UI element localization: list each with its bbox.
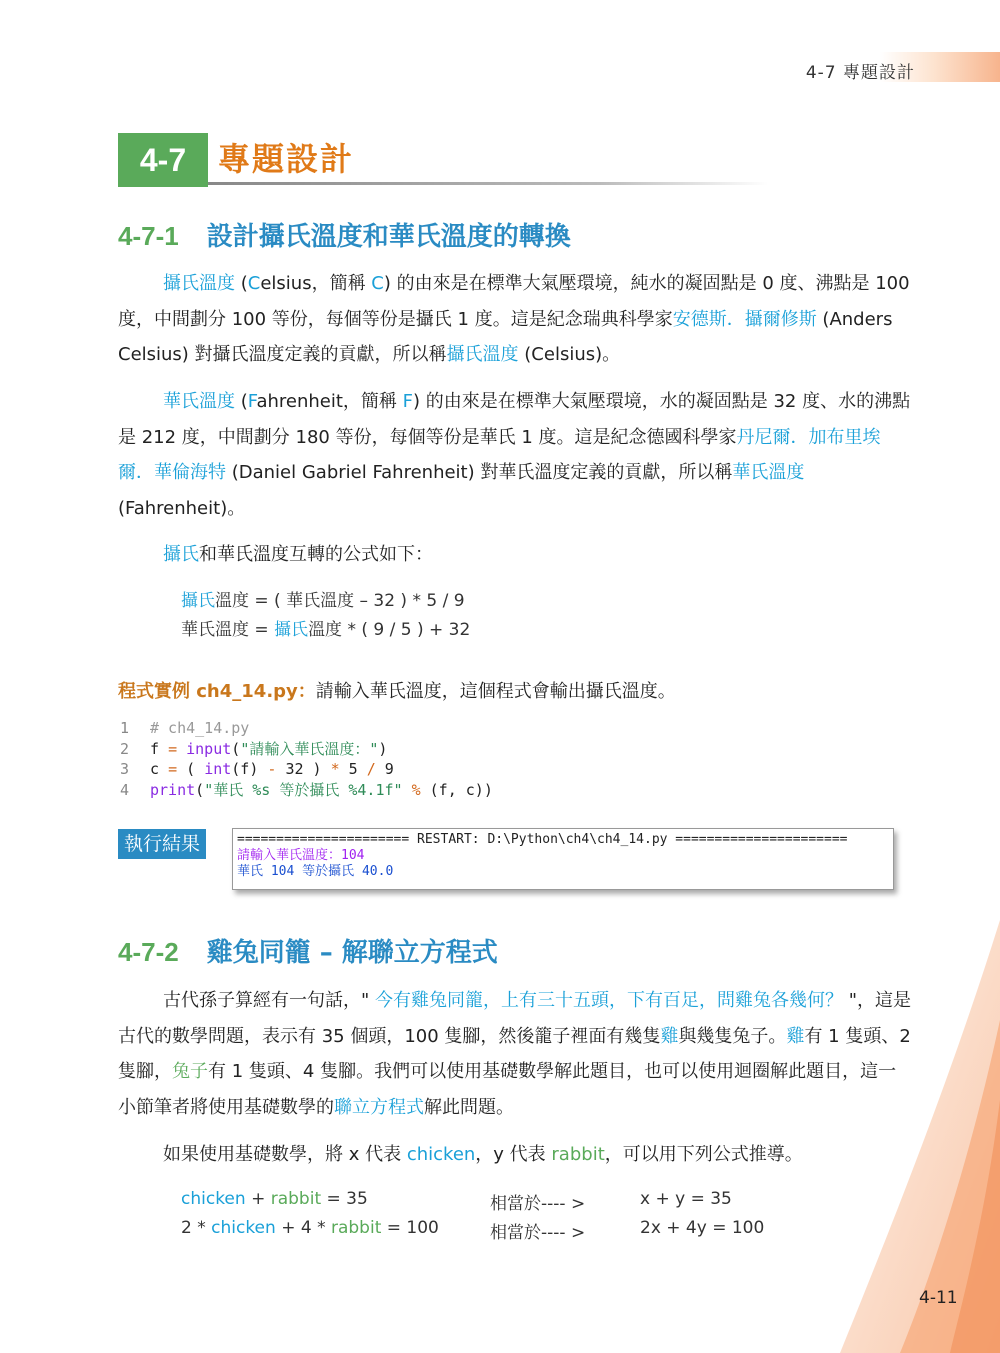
paragraph-chicken-rabbit <box>118 983 913 1125</box>
text-segment: 攝氏 <box>181 591 215 611</box>
section-title: 設計攝氏溫度和華氏溫度的轉換 <box>206 222 571 252</box>
equation-1-right: x + y = 35 <box>640 1189 732 1209</box>
code-line <box>120 739 493 760</box>
chapter-underline <box>208 182 768 185</box>
text-segment: ，可以用下列公式推導。 <box>604 1144 803 1165</box>
text-segment: "華氏 %s 等於攝氏 %4.1f" <box>204 780 403 799</box>
text-segment: "請輸入華氏溫度：" <box>240 739 379 758</box>
text-segment: # ch4_14.py <box>150 719 250 737</box>
text-segment: * <box>330 760 340 778</box>
text-segment: 32 ) <box>276 760 331 778</box>
section-title: 雞兔同籠 – 解聯立方程式 <box>206 938 498 968</box>
text-segment: C <box>247 273 261 294</box>
text-segment: 今有雞兔同籠，上有三十五頭，下有百足，問雞兔各幾何？ <box>375 990 843 1011</box>
text-segment: 丹尼爾．加布里埃爾．華倫海特 <box>118 426 881 483</box>
formula-celsius <box>181 587 465 616</box>
text-segment: (Fahrenheit)。 <box>118 497 246 519</box>
text-segment: 攝氏溫度 <box>163 273 235 294</box>
code-line <box>120 759 493 780</box>
text-segment: = 35 <box>321 1189 368 1209</box>
text-segment: 5 <box>339 760 367 778</box>
text-segment: 華氏溫度 <box>163 391 235 412</box>
text-segment: 華氏溫度 <box>732 462 805 483</box>
running-head: 4-7 專題設計 <box>805 63 915 83</box>
text-segment: 溫度 = ( 華氏溫度 – 32 ) * 5 / 9 <box>215 591 465 611</box>
equation-2-left <box>181 1218 439 1238</box>
line-number: 2 <box>120 739 130 758</box>
code-listing <box>120 718 493 800</box>
section-number: 4-7-1 <box>118 221 179 251</box>
text-segment: = <box>168 739 178 758</box>
text-segment: 攝氏溫度 <box>446 344 519 365</box>
text-segment: (Anders Celsius) 對攝氏溫度定義的貢獻，所以稱 <box>118 308 893 365</box>
console-prompt-line: 請輸入華氏溫度：104 <box>237 848 365 863</box>
page-number: 4-11 <box>919 1288 958 1308</box>
text-segment: rabbit <box>551 1144 605 1165</box>
text-segment: 古代孫子算經有一句話，" <box>163 990 375 1011</box>
code-line <box>120 718 493 739</box>
text-segment: chicken <box>406 1144 476 1165</box>
text-segment: F <box>247 391 257 412</box>
text-segment: 華氏溫度 = <box>181 620 275 640</box>
line-number: 1 <box>120 719 130 737</box>
text-segment: 安德斯．攝爾修斯 <box>672 308 817 330</box>
text-segment: print <box>150 780 196 799</box>
text-segment <box>403 781 412 799</box>
line-number: 4 <box>120 780 130 799</box>
console-result-line: 華氏 104 等於攝氏 40.0 <box>237 864 394 879</box>
code-line <box>120 780 493 801</box>
text-segment: rabbit <box>270 1189 322 1209</box>
text-segment: rabbit <box>330 1218 382 1238</box>
text-segment: ( <box>235 391 248 412</box>
text-segment: ( <box>235 273 248 294</box>
section-number: 4-7-2 <box>118 937 179 967</box>
text-segment: 兔子 <box>172 1061 208 1082</box>
text-segment: f <box>150 739 169 758</box>
text-segment: input <box>177 739 232 758</box>
text-segment: (f) <box>231 760 268 778</box>
text-segment: ( <box>177 760 205 778</box>
corner-decoration <box>800 900 1000 1353</box>
example-caption <box>118 677 676 703</box>
text-segment: = <box>168 760 178 778</box>
section-heading-4-7-2 <box>118 932 498 969</box>
text-segment: 攝氏 <box>274 620 309 640</box>
text-segment: 9 <box>375 760 394 778</box>
example-label: 程式實例 ch4_14.py： <box>118 681 316 702</box>
text-segment: - <box>267 760 277 778</box>
text-segment: 攝氏 <box>163 544 199 565</box>
example-text: 請輸入華氏溫度，這個程式會輸出攝氏溫度。 <box>315 681 676 702</box>
text-segment: 溫度 * ( 9 / 5 ) + 32 <box>308 620 471 640</box>
text-segment: ) <box>378 739 388 758</box>
equation-2-right: 2x + 4y = 100 <box>640 1218 765 1238</box>
text-segment: ( <box>195 780 205 799</box>
text-segment: 和華氏溫度互轉的公式如下： <box>199 544 433 565</box>
text-segment: + 4 * <box>275 1218 331 1238</box>
equation-2-arrow: 相當於---- > <box>490 1223 586 1243</box>
text-segment: / <box>366 760 376 778</box>
text-segment: "，這是古代的數學問題，表示有 35 個頭，100 隻腳，然後籠子裡面有幾隻 <box>118 990 912 1047</box>
text-segment: ahrenheit，簡稱 <box>256 391 403 412</box>
chapter-title: 專題設計 <box>218 140 355 178</box>
text-segment: chicken <box>211 1218 276 1238</box>
text-segment: 解此問題。 <box>424 1096 514 1118</box>
paragraph-variables <box>118 1137 913 1173</box>
text-segment: chicken <box>181 1189 246 1209</box>
line-number: 3 <box>120 760 130 778</box>
text-segment: C <box>371 273 384 294</box>
result-label: 執行結果 <box>118 829 206 859</box>
text-segment: (Celsius)。 <box>518 344 621 365</box>
text-segment: 與幾隻兔子。 <box>678 1025 787 1047</box>
console-output <box>232 828 894 890</box>
formula-fahrenheit <box>181 616 470 645</box>
text-segment: % <box>411 780 421 799</box>
equation-1-left <box>181 1189 368 1209</box>
text-segment: 有 1 隻頭、4 隻腳。我們可以使用基礎數學解此題目，也可以使用迴圈解此題目，這一小節筆者將使用基礎數學的 <box>118 1061 897 1118</box>
text-segment: 聯立方程式 <box>334 1096 424 1118</box>
text-segment: F <box>402 391 414 412</box>
equation-1-arrow: 相當於---- > <box>490 1194 586 1214</box>
text-segment: ，y 代表 <box>475 1144 552 1165</box>
paragraph-celsius <box>118 266 913 373</box>
text-segment: ( <box>231 739 241 758</box>
text-segment: 有 1 隻頭、2 隻腳， <box>118 1025 911 1082</box>
text-segment: = 100 <box>381 1218 439 1238</box>
chapter-number: 4-7 <box>118 133 208 187</box>
paragraph-formula-intro <box>118 537 913 573</box>
text-segment: 雞 <box>660 1025 679 1047</box>
text-segment: (f, c)) <box>420 780 493 799</box>
text-segment: c <box>150 760 169 778</box>
text-segment: ) 的由來是在標準大氣壓環境，純水的凝固點是 0 度、沸點是 100 度，中間劃分 100 等份，每個等份是攝氏 1 度。這是紀念瑞典科學家 <box>118 273 910 330</box>
text-segment: + <box>245 1189 271 1209</box>
text-segment: 雞 <box>786 1025 805 1047</box>
text-segment: (Daniel Gabriel Fahrenheit) 對華氏溫度定義的貢獻，所以稱 <box>226 462 733 483</box>
section-heading-4-7-1 <box>118 216 571 253</box>
text-segment: ) 的由來是在標準大氣壓環境，水的凝固點是 32 度、水的沸點是 212 度，中間劃分 180 等份，每個等份是華氏 1 度。這是紀念德國科學家 <box>118 391 911 448</box>
text-segment: int <box>204 760 232 778</box>
paragraph-fahrenheit <box>118 384 913 526</box>
text-segment: 如果使用基礎數學，將 x 代表 <box>163 1144 407 1165</box>
text-segment: elsius，簡稱 <box>260 273 372 294</box>
text-segment: 2 * <box>181 1218 212 1238</box>
console-restart-line: ====================== RESTART: D:\Python\ch4\ch4_14.py ====================== <box>237 832 848 847</box>
